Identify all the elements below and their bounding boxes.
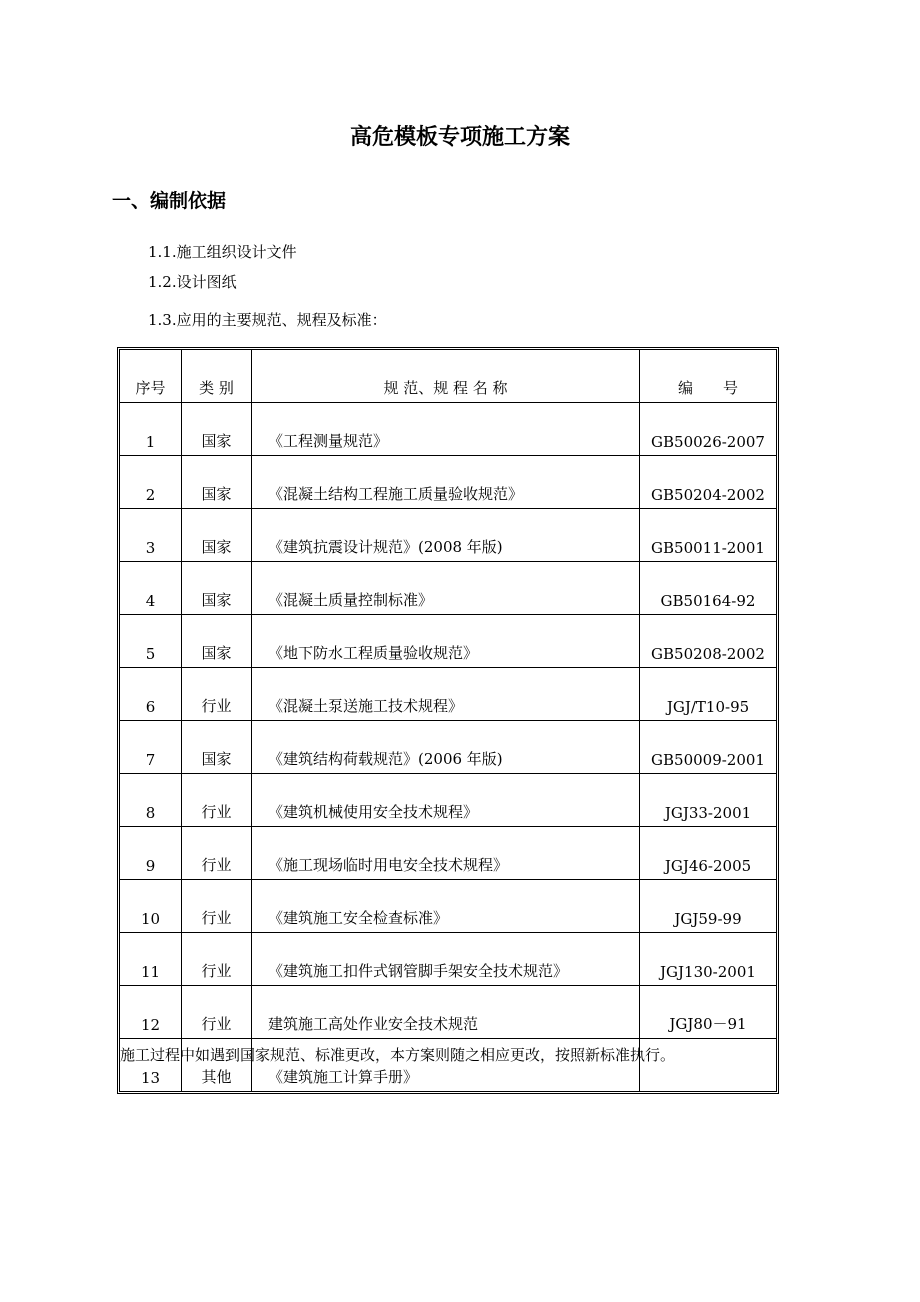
cell-code: JGJ33-2001 [640,774,777,827]
cell-code: JGJ59-99 [640,880,777,933]
cell-category: 国家 [182,615,252,668]
standards-table-frame [117,347,779,1094]
cell-category: 国家 [182,562,252,615]
cell-code: JGJ80－91 [640,986,777,1039]
cell-category: 国家 [182,509,252,562]
table-row [120,880,776,933]
table-row [120,721,776,774]
cell-name: 《工程测量规范》 [252,403,640,456]
cell-name: 《建筑施工计算手册》 [252,1039,640,1092]
cell-code: JGJ130-2001 [640,933,777,986]
cell-name: 《建筑机械使用安全技术规程》 [252,774,640,827]
cell-no: 6 [120,668,182,721]
cell-category: 行业 [182,827,252,880]
cell-code: GB50009-2001 [640,721,777,774]
footer-note: 施工过程中如遇到国家规范、标准更改，本方案则随之相应更改，按照新标准执行。 [120,1046,676,1064]
cell-category: 行业 [182,880,252,933]
cell-code: GB50164-92 [640,562,777,615]
table-row [120,562,776,615]
cell-name: 建筑施工高处作业安全技术规范 [252,986,640,1039]
table-row [120,456,776,509]
cell-code: GB50208-2002 [640,615,777,668]
cell-code: GB50204-2002 [640,456,777,509]
table-row [120,774,776,827]
cell-code: JGJ/T10-95 [640,668,777,721]
cell-no: 13 [120,1039,182,1092]
basis-item-1-1: 1.1.施工组织设计文件 [148,243,297,261]
cell-name: 《混凝土结构工程施工质量验收规范》 [252,456,640,509]
cell-no: 11 [120,933,182,986]
cell-category: 行业 [182,774,252,827]
cell-name: 《混凝土泵送施工技术规程》 [252,668,640,721]
cell-no: 12 [120,986,182,1039]
cell-code: GB50011-2001 [640,509,777,562]
table-header-row [120,350,776,403]
table-row [120,933,776,986]
cell-name: 《建筑抗震设计规范》(2008 年版) [252,509,640,562]
header-name: 规 范、规 程 名 称 [252,350,640,403]
cell-no: 2 [120,456,182,509]
standards-table [120,350,776,1091]
cell-code: GB50026-2007 [640,403,777,456]
cell-code: JGJ46-2005 [640,827,777,880]
table-row [120,509,776,562]
cell-name: 《地下防水工程质量验收规范》 [252,615,640,668]
cell-no: 8 [120,774,182,827]
cell-name: 《施工现场临时用电安全技术规程》 [252,827,640,880]
header-category: 类 别 [182,350,252,403]
cell-no: 1 [120,403,182,456]
cell-name: 《混凝土质量控制标准》 [252,562,640,615]
cell-name: 《建筑施工扣件式钢管脚手架安全技术规范》 [252,933,640,986]
document-title: 高危模板专项施工方案 [349,125,570,150]
cell-category: 行业 [182,668,252,721]
cell-no: 5 [120,615,182,668]
cell-category: 行业 [182,933,252,986]
cell-category: 国家 [182,403,252,456]
cell-no: 9 [120,827,182,880]
cell-name: 《建筑结构荷载规范》(2006 年版) [252,721,640,774]
header-no: 序号 [120,350,182,403]
section-heading: 一、编制依据 [112,190,227,212]
cell-category: 行业 [182,986,252,1039]
basis-item-1-3: 1.3.应用的主要规范、规程及标准： [148,311,387,329]
cell-no: 3 [120,509,182,562]
cell-category: 国家 [182,456,252,509]
header-code: 编 号 [640,350,777,403]
table-row [120,403,776,456]
cell-no: 7 [120,721,182,774]
table-row [120,668,776,721]
cell-category: 国家 [182,721,252,774]
cell-no: 10 [120,880,182,933]
cell-name: 《建筑施工安全检查标准》 [252,880,640,933]
table-body [120,403,776,1092]
table-row [120,615,776,668]
cell-no: 4 [120,562,182,615]
basis-item-1-2: 1.2.设计图纸 [148,273,237,291]
table-row [120,827,776,880]
cell-category: 其他 [182,1039,252,1092]
table-row [120,986,776,1039]
